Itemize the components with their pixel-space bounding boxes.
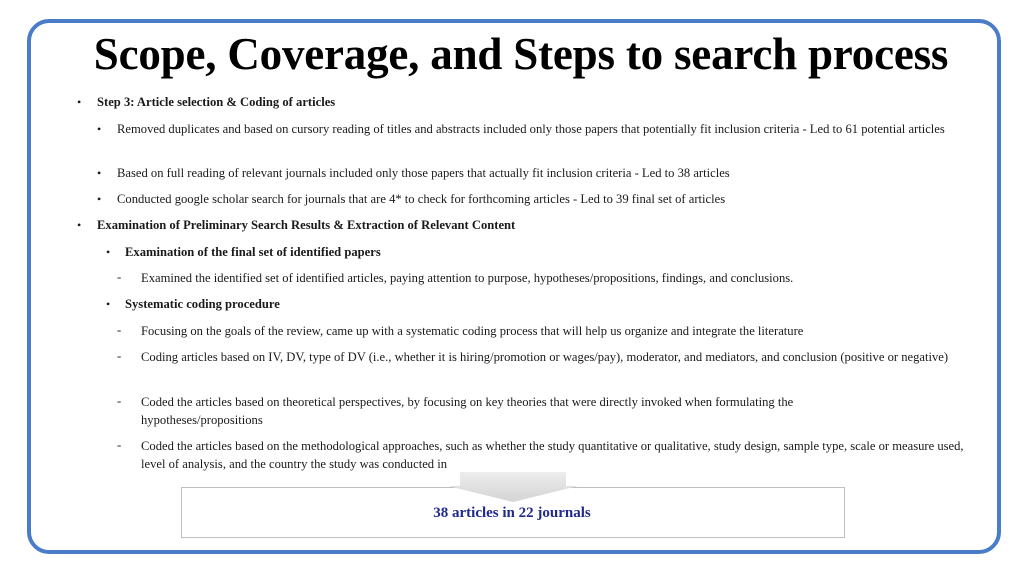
- bullet-icon: •: [97, 122, 102, 136]
- sub1-item-1: Examined the identified set of identified articles, paying attention to purpose, hypotheses/propositions, findings, and conclusions.: [141, 271, 794, 285]
- bullet-icon: •: [106, 245, 111, 259]
- bullet-icon: •: [77, 95, 82, 109]
- dash-icon: -: [117, 270, 122, 284]
- examination-heading: Examination of Preliminary Search Results & Extraction of Relevant Content: [97, 218, 516, 232]
- bullet-icon: •: [97, 166, 102, 180]
- examination-sub2-heading: Systematic coding procedure: [125, 297, 280, 311]
- dash-icon: -: [117, 394, 122, 408]
- sub2-item-2: Coding articles based on IV, DV, type of DV (i.e., whether it is hiring/promotion or wages/pay), moderator, and mediators, and conclusion (positive or negative): [141, 350, 949, 364]
- page-title: Scope, Coverage, and Steps to search process: [93, 29, 949, 79]
- examination-sub1-heading: Examination of the final set of identified papers: [125, 245, 381, 259]
- sub2-item-1: Focusing on the goals of the review, came up with a systematic coding process that will help us organize and integrate the literature: [141, 324, 804, 338]
- dash-icon: -: [117, 438, 122, 452]
- step3-item-2: Based on full reading of relevant journals included only those papers that actually fit inclusion criteria - Led to 38 articles: [117, 166, 730, 180]
- step3-item-1: Removed duplicates and based on cursory reading of titles and abstracts included only those papers that potentially fit inclusion criteria - Led to 61 potential articles: [117, 122, 945, 136]
- sub2-item-4: Coded the articles based on the methodological approaches, such as whether the study quantitative or qualitative, study design, sample type, scale or measure used, level of analysis, and the country the study was conducted in: [141, 439, 964, 471]
- bullet-icon: •: [97, 192, 102, 206]
- bullet-icon: •: [106, 297, 111, 311]
- step3-item-3: Conducted google scholar search for journals that are 4* to check for forthcoming articles - Led to 39 final set of articles: [117, 192, 726, 206]
- bullet-icon: •: [77, 218, 82, 232]
- dash-icon: -: [117, 349, 122, 363]
- result-text: 38 articles in 22 journals: [433, 505, 591, 521]
- dash-icon: -: [117, 323, 122, 337]
- sub2-item-3: Coded the articles based on theoretical perspectives, by focusing on key theories that were directly invoked when formulating the hypotheses/propositions: [141, 395, 794, 427]
- down-arrow-icon: [448, 472, 578, 502]
- step3-heading: Step 3: Article selection & Coding of articles: [97, 95, 336, 109]
